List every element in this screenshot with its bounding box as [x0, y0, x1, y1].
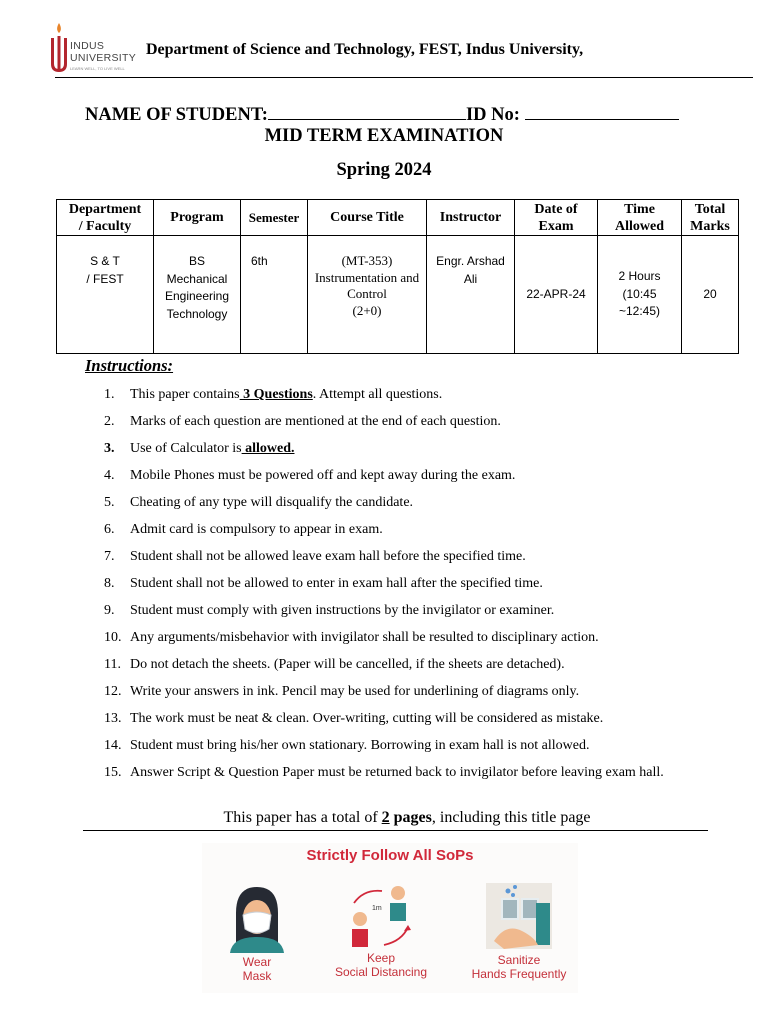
sop-sanitize-hands: [464, 873, 574, 991]
instructions-heading: Instructions:: [85, 356, 174, 375]
list-item: 5. Cheating of any type will disqualify the candidate.: [104, 495, 414, 510]
sanitize-hands-icon: [482, 879, 556, 953]
logo-tagline: LEARN WELL, TO LIVE WELL: [70, 66, 125, 71]
student-id-label: ID No:: [465, 105, 520, 125]
list-item: 2. Marks of each question are mentioned at the end of each question.: [104, 414, 501, 429]
page-count: 2: [381, 809, 390, 826]
student-name-blank: [268, 102, 466, 120]
student-id-blank: [525, 102, 679, 120]
student-info-line: [85, 102, 679, 126]
cell-department: S & T / FEST: [57, 236, 154, 354]
list-item: 8. Student shall not be allowed to enter in exam hall after the specified time.: [104, 576, 543, 591]
header-divider: [55, 77, 753, 78]
cell-total-marks: 20: [682, 236, 739, 354]
cell-semester: 6th: [241, 236, 308, 354]
department-header: Department of Science and Technology, FEST, Indus University,: [146, 41, 584, 58]
sop-title: Strictly Follow All SoPs: [306, 847, 474, 864]
list-item: 7. Student shall not be allowed leave exam hall before the specified time.: [104, 549, 526, 564]
logo-text-indus: INDUS: [70, 40, 105, 52]
header-total-marks: Total Marks: [682, 200, 739, 236]
list-item: 12. Write your answers in ink. Pencil may be used for underlining of diagrams only.: [104, 684, 580, 699]
list-item: 15. Answer Script & Question Paper must be returned back to invigilator before leaving exam hall.: [104, 765, 664, 780]
header-program: Program: [154, 200, 241, 236]
list-item: 3. Use of Calculator is allowed.: [104, 441, 295, 456]
list-item: 10. Any arguments/misbehavior with invigilator shall be resulted to disciplinary action.: [104, 630, 599, 645]
header-course-title: Course Title: [308, 200, 427, 236]
header-date-of-exam: Date of Exam: [515, 200, 598, 236]
cell-course-title: (MT-353) Instrumentation and Control (2+0): [308, 236, 427, 354]
sop-social-distancing: [326, 873, 436, 991]
sop-label-mask: Wear Mask: [242, 955, 272, 983]
table-row: [57, 236, 739, 354]
cell-program: BS Mechanical Engineering Technology: [154, 236, 241, 354]
list-item: 13. The work must be neat & clean. Over-writing, cutting will be considered as mistake.: [104, 711, 604, 726]
sop-poster: [202, 843, 578, 993]
student-name-label: NAME OF STUDENT:: [85, 105, 268, 125]
header-department: Department / Faculty: [57, 200, 154, 236]
exam-term: Spring 2024: [336, 160, 432, 180]
university-logo: [48, 20, 144, 76]
sop-label-distancing: Keep Social Distancing: [334, 951, 428, 979]
list-item: 9. Student must comply with given instructions by the invigilator or examiner.: [104, 603, 555, 618]
footer-divider: [83, 830, 708, 831]
header-instructor: Instructor: [427, 200, 515, 236]
distance-marker: 1m: [372, 905, 382, 912]
list-item: 4. Mobile Phones must be powered off and kept away during the exam.: [104, 468, 516, 483]
list-item: 14. Student must bring his/her own stationary. Borrowing in exam hall is not allowed.: [104, 738, 590, 753]
sop-label-sanitize: Sanitize Hands Frequently: [471, 953, 567, 981]
exam-info-table: [56, 199, 739, 354]
list-item: 11. Do not detach the sheets. (Paper will be cancelled, if the sheets are detached).: [104, 657, 565, 672]
cell-time-allowed: 2 Hours (10:45 ~12:45): [598, 236, 682, 354]
exam-title: MID TERM EXAMINATION: [264, 126, 504, 146]
cell-instructor: Engr. Arshad Ali: [427, 236, 515, 354]
social-distancing-icon: [344, 879, 418, 953]
list-item: 6. Admit card is compulsory to appear in exam.: [104, 522, 383, 537]
sop-wear-mask: [202, 873, 312, 991]
cell-date: 22-APR-24: [515, 236, 598, 354]
face-mask-icon: [220, 879, 294, 953]
header-semester: Semester: [241, 200, 308, 236]
header-time-allowed: Time Allowed: [598, 200, 682, 236]
torch-emblem-icon: [48, 20, 70, 76]
table-header-row: [57, 200, 739, 236]
list-item: 1. This paper contains 3 Questions. Attempt all questions.: [104, 387, 443, 402]
logo-text-university: UNIVERSITY: [70, 52, 137, 64]
instructions-list: [104, 381, 664, 786]
page-count-note: This paper has a total of 2 pages, including this title page: [223, 809, 591, 826]
